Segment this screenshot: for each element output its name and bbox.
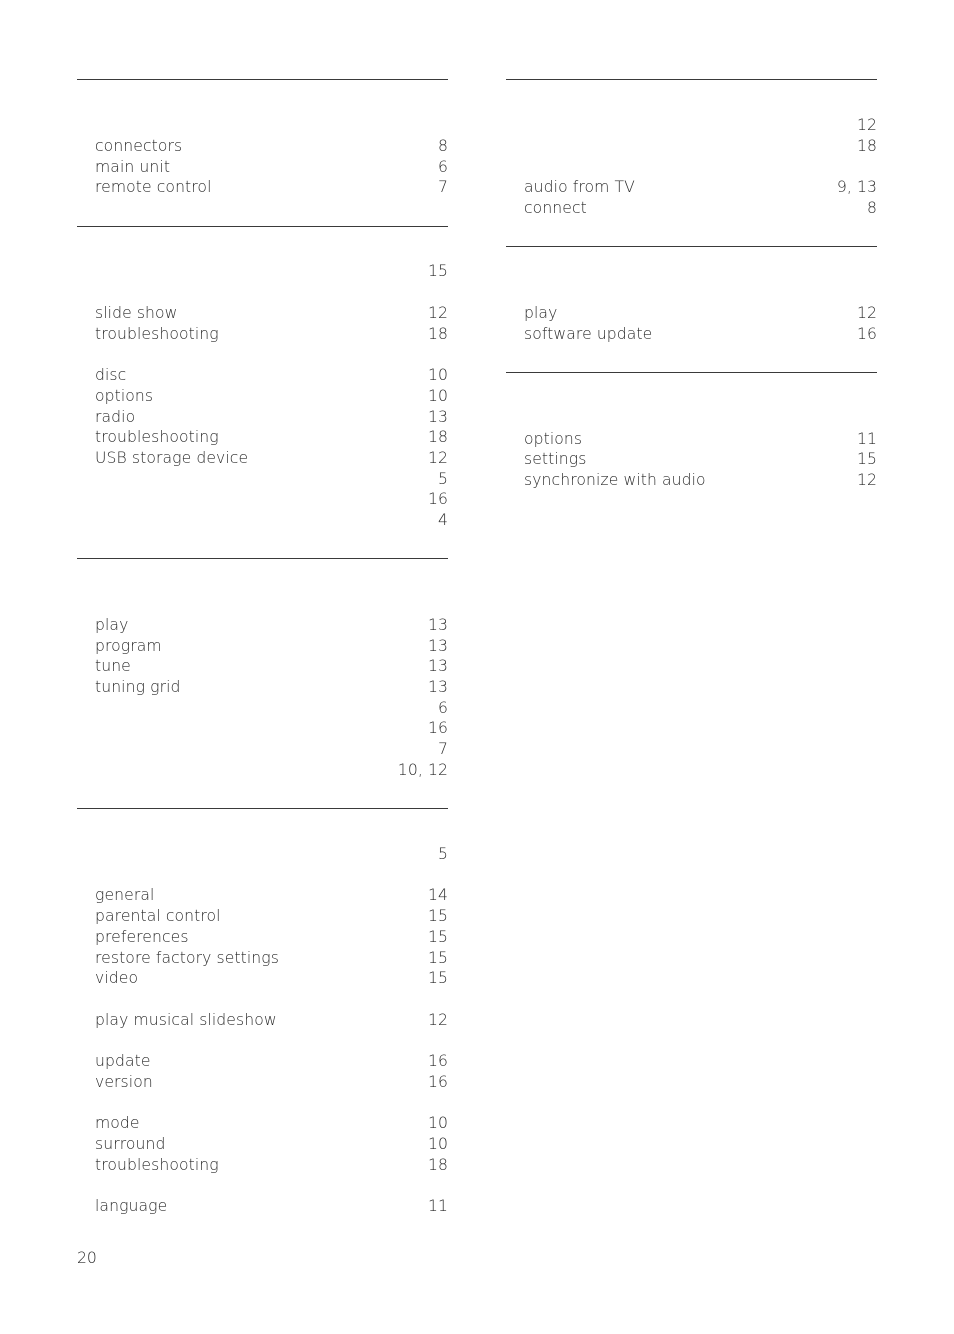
index-page-ref: 16 [427,1073,448,1091]
index-term: troubleshooting [95,325,219,343]
section-divider [77,558,448,559]
section-divider [77,226,448,227]
index-entry [95,656,448,677]
index-page-ref: 13 [427,637,448,655]
index-page-ref: 11 [856,430,877,448]
index-term: play musical slideshow [95,1011,277,1029]
index-entry [95,510,448,531]
index-page-ref: 4 [437,511,448,529]
index-term: mode [95,1114,140,1132]
index-page-ref: 14 [427,886,448,904]
index-entry [95,1051,448,1072]
index-entry [95,1196,448,1217]
index-entry [524,470,877,491]
index-page-ref: 15 [427,949,448,967]
index-entry [95,427,448,448]
index-page-ref: 6 [437,158,448,176]
index-term: troubleshooting [95,1156,219,1174]
index-page-ref: 7 [437,740,448,758]
index-page-ref: 10, 12 [397,761,448,779]
index-term: video [95,969,139,987]
index-entry [95,324,448,345]
index-entry [95,489,448,510]
index-page-ref: 8 [866,199,877,217]
page-number: 20 [77,1249,97,1267]
index-entry [95,677,448,698]
section-divider [77,808,448,809]
index-term: main unit [95,158,171,176]
index-entry [95,448,448,469]
index-term: slide show [95,304,178,322]
index-entry [95,948,448,969]
index-entry [95,739,448,760]
index-entry [95,906,448,927]
index-term: troubleshooting [95,428,219,446]
index-page-ref: 16 [427,490,448,508]
index-page-ref: 7 [437,178,448,196]
index-term: connectors [95,137,183,155]
index-term: version [95,1073,153,1091]
index-entry [95,636,448,657]
index-entry [95,844,448,865]
index-entry [95,1113,448,1134]
index-page-ref: 13 [427,657,448,675]
index-term: audio from TV [524,178,635,196]
index-entry [524,449,877,470]
index-page-ref: 16 [427,719,448,737]
index-page-ref: 9, 13 [836,178,877,196]
index-entry [524,303,877,324]
section-divider [506,246,877,247]
index-entry [95,157,448,178]
index-entry [95,303,448,324]
index-page-ref: 12 [427,304,448,322]
index-entry [524,177,877,198]
index-page-ref: 16 [856,325,877,343]
index-page-ref: 13 [427,408,448,426]
index-page-ref: 13 [427,616,448,634]
index-entry [95,968,448,989]
index-entry [524,198,877,219]
index-entry [95,1134,448,1155]
index-term: play [524,304,558,322]
index-term: language [95,1197,168,1215]
index-term: remote control [95,178,212,196]
index-page-ref: 10 [427,1114,448,1132]
index-entry [524,136,877,157]
index-page-ref: 18 [427,1156,448,1174]
index-entry [524,115,877,136]
index-term: options [95,387,154,405]
index-entry [95,469,448,490]
index-page-ref: 12 [427,449,448,467]
index-page-ref: 6 [437,699,448,717]
index-page-ref: 12 [856,304,877,322]
index-entry [95,885,448,906]
index-entry [95,927,448,948]
index-term: connect [524,199,587,217]
index-entry [524,429,877,450]
index-term: tune [95,657,131,675]
index-term: preferences [95,928,189,946]
index-entry [95,698,448,719]
index-page-ref: 10 [427,366,448,384]
index-page-ref: 15 [427,969,448,987]
index-term: synchronize with audio [524,471,706,489]
index-entry [95,718,448,739]
index-term: restore factory settings [95,949,279,967]
index-page-ref: 5 [437,470,448,488]
section-divider [506,372,877,373]
index-term: play [95,616,129,634]
index-term: radio [95,408,136,426]
index-page-ref: 18 [427,325,448,343]
index-page-ref: 15 [427,907,448,925]
index-page-ref: 11 [427,1197,448,1215]
index-term: disc [95,366,127,384]
index-term: tuning grid [95,678,181,696]
index-page-ref: 10 [427,1135,448,1153]
index-page-ref: 15 [856,450,877,468]
index-page-ref: 12 [427,1011,448,1029]
index-entry [95,1010,448,1031]
index-page-ref: 12 [856,471,877,489]
index-entry [95,177,448,198]
index-entry [95,386,448,407]
index-entry [95,407,448,428]
index-page-ref: 10 [427,387,448,405]
index-page-ref: 18 [856,137,877,155]
index-term: options [524,430,583,448]
index-page-ref: 18 [427,428,448,446]
index-term: settings [524,450,587,468]
index-entry [524,324,877,345]
index-entry [95,261,448,282]
index-page-ref: 15 [427,262,448,280]
index-term: program [95,637,162,655]
index-page-ref: 13 [427,678,448,696]
index-term: update [95,1052,151,1070]
index-term: parental control [95,907,221,925]
index-page-ref: 12 [856,116,877,134]
index-page-ref: 5 [437,845,448,863]
index-page-ref: 15 [427,928,448,946]
index-term: USB storage device [95,449,249,467]
index-page-ref: 8 [437,137,448,155]
index-entry [95,365,448,386]
section-divider [77,79,448,80]
index-entry [95,136,448,157]
index-entry [95,615,448,636]
index-page-ref: 16 [427,1052,448,1070]
index-entry [95,1072,448,1093]
index-term: surround [95,1135,166,1153]
index-entry [95,760,448,781]
index-term: software update [524,325,653,343]
index-entry [95,1155,448,1176]
section-divider [506,79,877,80]
index-term: general [95,886,155,904]
